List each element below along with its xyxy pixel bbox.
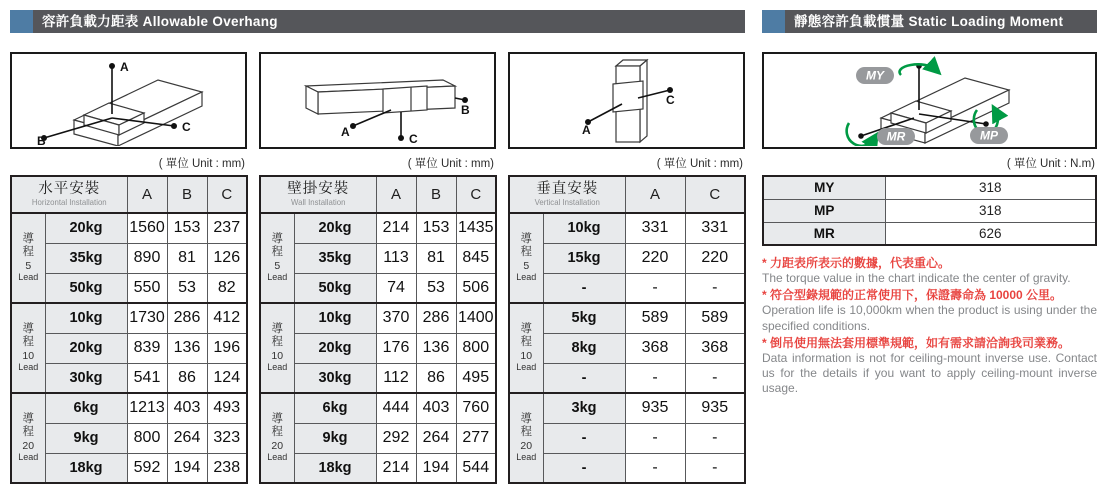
value-cell: 935 — [685, 393, 745, 423]
value-cell: 220 — [625, 243, 685, 273]
section-header-overhang — [10, 10, 745, 33]
mr-label: MR — [886, 129, 906, 144]
column-header: C — [685, 176, 745, 213]
value-cell: 506 — [456, 273, 496, 303]
load-cell: 5kg — [543, 303, 625, 333]
section-header-moment — [762, 10, 1097, 33]
value-cell: 81 — [416, 243, 456, 273]
value-cell: 935 — [625, 393, 685, 423]
column-header: C — [207, 176, 247, 213]
load-cell: 20kg — [45, 333, 127, 363]
value-cell: 495 — [456, 363, 496, 393]
axis-label-c: C — [666, 93, 675, 107]
table-row — [260, 393, 496, 423]
static-loading-moment-table — [762, 175, 1097, 246]
load-cell: 20kg — [45, 213, 127, 243]
lead-group-header: 導程 20 Lead — [260, 393, 294, 483]
unit-label-nm: ( 單位 Unit : N.m) — [1006, 158, 1095, 170]
table-row — [260, 213, 496, 243]
lead-group-header: 導程 10 Lead — [11, 303, 45, 393]
value-cell: 800 — [127, 423, 167, 453]
value-cell: 1560 — [127, 213, 167, 243]
value-cell: 86 — [416, 363, 456, 393]
lead-group-header: 導程 5 Lead — [260, 213, 294, 303]
value-cell: 136 — [167, 333, 207, 363]
load-cell: 30kg — [45, 363, 127, 393]
load-cell: 20kg — [294, 333, 376, 363]
lead-group-header: 導程 20 Lead — [509, 393, 543, 483]
lead-group-header: 導程 5 Lead — [11, 213, 45, 303]
load-cell: - — [543, 423, 625, 453]
table-title-en: Horizontal Installation — [31, 197, 107, 208]
overhang-table-block — [259, 149, 496, 484]
table-row — [11, 273, 247, 303]
my-label: MY — [866, 68, 884, 83]
value-cell: - — [685, 453, 745, 483]
table-row — [260, 273, 496, 303]
table-row — [509, 453, 745, 483]
value-cell: 592 — [127, 453, 167, 483]
table-row — [11, 453, 247, 483]
overhang-table-block — [10, 149, 247, 484]
value-cell: 1435 — [456, 213, 496, 243]
table-title-cell — [260, 176, 376, 213]
note-text-en: Operation life is 10,000km when the product is using under the specified conditions. — [762, 303, 1097, 333]
value-cell: 839 — [127, 333, 167, 363]
value-cell: 277 — [456, 423, 496, 453]
value-cell: 323 — [207, 423, 247, 453]
table-row — [260, 453, 496, 483]
value-cell: 238 — [207, 453, 247, 483]
moment-label: MY — [763, 176, 885, 199]
note-text-en: Data information is not for ceiling-mount inverse use. Contact us for the details if you want to apply ceiling-mount inverse usage. — [762, 350, 1097, 396]
header-accent-square — [10, 10, 33, 33]
value-cell: 589 — [625, 303, 685, 333]
column-header: B — [167, 176, 207, 213]
load-cell: - — [543, 273, 625, 303]
load-cell: 6kg — [294, 393, 376, 423]
moment-section-title: 靜態容許負載慣量 Static Loading Moment — [794, 14, 1064, 29]
value-cell: 331 — [685, 213, 745, 243]
axis-label-b: B — [37, 134, 46, 146]
value-cell: 153 — [416, 213, 456, 243]
load-cell: - — [543, 363, 625, 393]
lead-group-header: 導程 10 Lead — [509, 303, 543, 393]
value-cell: 544 — [456, 453, 496, 483]
value-cell: - — [685, 273, 745, 303]
wall-installation-diagram — [259, 52, 496, 149]
unit-label-mm: ( 單位 Unit : mm) — [407, 158, 494, 170]
table-title-en: Wall Installation — [291, 197, 346, 208]
value-cell: 194 — [167, 453, 207, 483]
value-cell: 890 — [127, 243, 167, 273]
value-cell: 112 — [376, 363, 416, 393]
load-cell: 35kg — [294, 243, 376, 273]
load-cell: 50kg — [45, 273, 127, 303]
overhang-diagram-row — [10, 52, 745, 149]
moment-table-row — [763, 222, 1096, 245]
horizontal-installation-diagram — [10, 52, 247, 149]
value-cell: 292 — [376, 423, 416, 453]
value-cell: 370 — [376, 303, 416, 333]
table-row — [260, 243, 496, 273]
value-cell: 286 — [416, 303, 456, 333]
overhang-table — [259, 175, 497, 484]
value-cell: 194 — [416, 453, 456, 483]
table-title-en: Vertical Installation — [534, 197, 600, 208]
table-row — [260, 363, 496, 393]
value-cell: 286 — [167, 303, 207, 333]
load-cell: 10kg — [294, 303, 376, 333]
value-cell: 550 — [127, 273, 167, 303]
moment-table-body — [763, 176, 1096, 245]
value-cell: 124 — [207, 363, 247, 393]
moment-value: 318 — [885, 176, 1096, 199]
value-cell: 589 — [685, 303, 745, 333]
unit-label-mm: ( 單位 Unit : mm) — [656, 158, 743, 170]
table-row — [509, 423, 745, 453]
load-cell: 8kg — [543, 333, 625, 363]
moment-value: 626 — [885, 222, 1096, 245]
value-cell: 493 — [207, 393, 247, 423]
column-header: A — [376, 176, 416, 213]
value-cell: 368 — [625, 333, 685, 363]
value-cell: 331 — [625, 213, 685, 243]
wall-diagram-drawing — [261, 54, 493, 146]
unit-label-mm: ( 單位 Unit : mm) — [158, 158, 245, 170]
value-cell: - — [625, 273, 685, 303]
value-cell: 412 — [207, 303, 247, 333]
horizontal-diagram-drawing — [12, 54, 244, 146]
value-cell: 53 — [416, 273, 456, 303]
value-cell: 1730 — [127, 303, 167, 333]
axis-label-c: C — [409, 132, 418, 146]
moment-diagram-row — [762, 52, 1097, 149]
table-title-zh: 水平安裝 — [38, 181, 101, 198]
load-cell: 15kg — [543, 243, 625, 273]
value-cell: 196 — [207, 333, 247, 363]
moment-value: 318 — [885, 199, 1096, 222]
load-cell: 50kg — [294, 273, 376, 303]
load-cell: 6kg — [45, 393, 127, 423]
table-row — [11, 363, 247, 393]
load-cell: 18kg — [45, 453, 127, 483]
load-cell: - — [543, 453, 625, 483]
notes-list — [762, 255, 1097, 396]
value-cell: 1213 — [127, 393, 167, 423]
axis-label-a: A — [582, 123, 591, 137]
moment-table-row — [763, 199, 1096, 222]
value-cell: 264 — [416, 423, 456, 453]
moment-section — [762, 10, 1097, 396]
table-row — [509, 213, 745, 243]
value-cell: 86 — [167, 363, 207, 393]
value-cell: 214 — [376, 453, 416, 483]
value-cell: 403 — [167, 393, 207, 423]
table-row — [11, 213, 247, 243]
value-cell: 113 — [376, 243, 416, 273]
table-title-zh: 壁掛安裝 — [287, 181, 350, 198]
table-row — [509, 333, 745, 363]
value-cell: 214 — [376, 213, 416, 243]
note-text-zh: * 倒吊使用無法套用標準規範，如有需求請洽詢我司業務。 — [762, 335, 1071, 350]
overhang-section — [10, 10, 745, 484]
note-item — [762, 335, 1097, 397]
overhang-table — [508, 175, 746, 484]
table-row — [509, 393, 745, 423]
value-cell: 237 — [207, 213, 247, 243]
value-cell: - — [685, 363, 745, 393]
value-cell: 541 — [127, 363, 167, 393]
value-cell: 368 — [685, 333, 745, 363]
table-title-cell — [11, 176, 127, 213]
table-row — [11, 333, 247, 363]
moment-diagram-drawing — [764, 54, 1094, 146]
value-cell: 800 — [456, 333, 496, 363]
load-cell: 10kg — [543, 213, 625, 243]
overhang-table-block — [508, 149, 745, 484]
value-cell: 81 — [167, 243, 207, 273]
value-cell: 760 — [456, 393, 496, 423]
value-cell: - — [625, 423, 685, 453]
value-cell: 1400 — [456, 303, 496, 333]
table-row — [509, 273, 745, 303]
axis-label-a: A — [120, 60, 129, 74]
table-row — [509, 303, 745, 333]
tables-row — [10, 149, 745, 484]
value-cell: - — [625, 453, 685, 483]
moment-diagram — [762, 52, 1097, 149]
note-item — [762, 255, 1097, 286]
value-cell: 74 — [376, 273, 416, 303]
table-row — [260, 333, 496, 363]
table-row — [260, 303, 496, 333]
value-cell: 264 — [167, 423, 207, 453]
load-cell: 30kg — [294, 363, 376, 393]
load-cell: 10kg — [45, 303, 127, 333]
value-cell: 136 — [416, 333, 456, 363]
table-title-cell — [509, 176, 625, 213]
table-row — [11, 303, 247, 333]
axis-label-a: A — [341, 125, 350, 139]
axis-label-b: B — [461, 103, 470, 117]
column-header: A — [625, 176, 685, 213]
value-cell: 845 — [456, 243, 496, 273]
value-cell: 82 — [207, 273, 247, 303]
value-cell: - — [625, 363, 685, 393]
column-header: C — [456, 176, 496, 213]
value-cell: 126 — [207, 243, 247, 273]
load-cell: 18kg — [294, 453, 376, 483]
table-row — [11, 423, 247, 453]
load-cell: 35kg — [45, 243, 127, 273]
moment-table-row — [763, 176, 1096, 199]
axis-label-c: C — [182, 120, 191, 134]
value-cell: 444 — [376, 393, 416, 423]
table-title-zh: 垂直安裝 — [536, 181, 599, 198]
value-cell: - — [685, 423, 745, 453]
table-row — [260, 423, 496, 453]
load-cell: 9kg — [45, 423, 127, 453]
note-text-en: The torque value in the chart indicate the center of gravity. — [762, 271, 1071, 286]
overhang-section-title: 容許負載力距表 Allowable Overhang — [42, 14, 278, 29]
moment-label: MR — [763, 222, 885, 245]
value-cell: 153 — [167, 213, 207, 243]
table-row — [11, 243, 247, 273]
vertical-diagram-drawing — [510, 54, 742, 146]
value-cell: 403 — [416, 393, 456, 423]
table-row — [509, 363, 745, 393]
table-row — [11, 393, 247, 423]
note-text-zh: * 符合型錄規範的正常使用下，保證壽命為 10000 公里。 — [762, 288, 1063, 303]
load-cell: 9kg — [294, 423, 376, 453]
load-cell: 20kg — [294, 213, 376, 243]
mp-label: MP — [980, 128, 998, 143]
vertical-installation-diagram — [508, 52, 745, 149]
overhang-table — [10, 175, 248, 484]
value-cell: 220 — [685, 243, 745, 273]
value-cell: 53 — [167, 273, 207, 303]
lead-group-header: 導程 20 Lead — [11, 393, 45, 483]
column-header: A — [127, 176, 167, 213]
note-item — [762, 287, 1097, 333]
table-row — [509, 243, 745, 273]
header-accent-square — [762, 10, 785, 33]
column-header: B — [416, 176, 456, 213]
value-cell: 176 — [376, 333, 416, 363]
moment-label: MP — [763, 199, 885, 222]
note-text-zh: * 力距表所表示的數據，代表重心。 — [762, 256, 951, 270]
lead-group-header: 導程 5 Lead — [509, 213, 543, 303]
lead-group-header: 導程 10 Lead — [260, 303, 294, 393]
load-cell: 3kg — [543, 393, 625, 423]
